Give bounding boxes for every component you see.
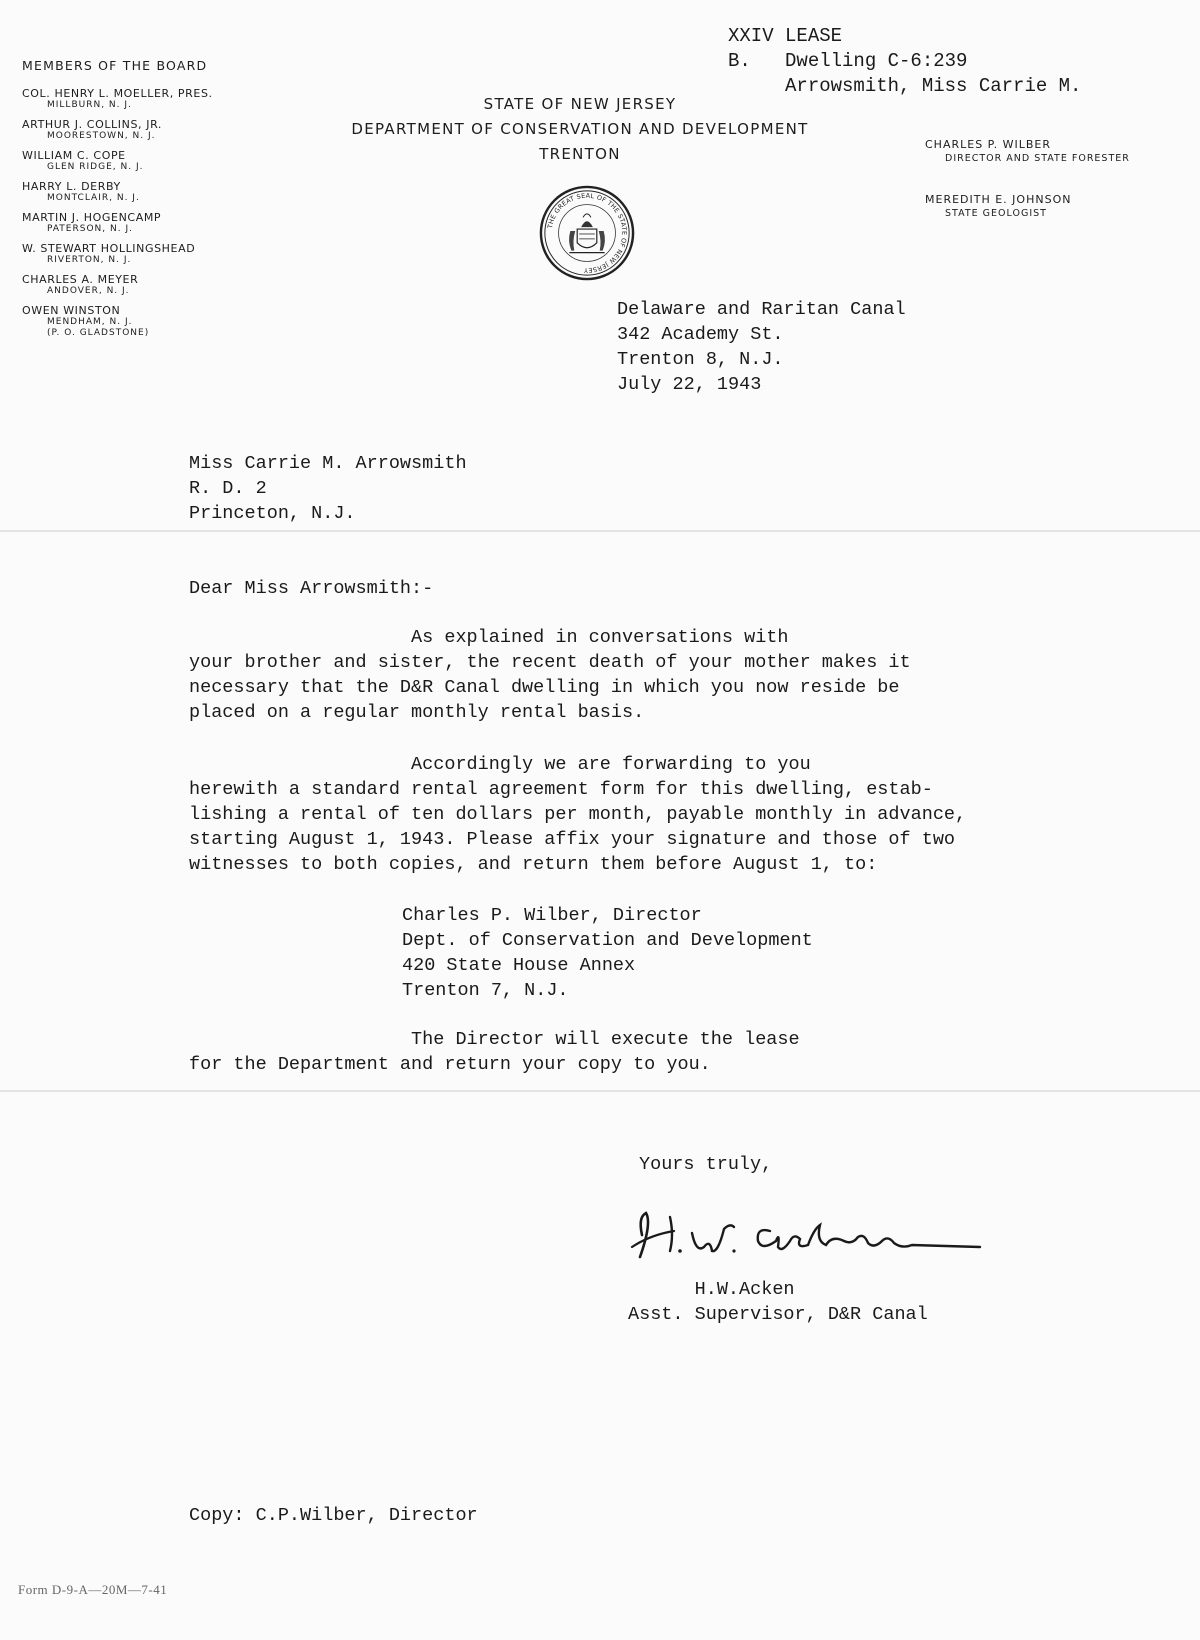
seal-text: THE GREAT SEAL OF THE STATE OF NEW JERSEY [546,191,629,275]
recipient-line: Miss Carrie M. Arrowsmith [189,453,467,474]
member-town: MILLBURN, N. J. [47,100,132,110]
signer-title: Asst. Supervisor, D&R Canal [628,1304,928,1325]
officer-title: STATE GEOLOGIST [945,208,1047,219]
officer-name: MEREDITH E. JOHNSON [925,193,1072,206]
file-note-line: XXIV LEASE [728,25,843,47]
member-name: W. STEWART HOLLINGSHEAD [22,242,196,255]
officer [925,193,1195,220]
member-name: ARTHUR J. COLLINS, JR. [22,118,163,131]
board-member [22,211,272,235]
sender-line: Trenton 8, N.J. [617,349,784,370]
paragraph-line: starting August 1, 1943. Please affix your signature and those of two [189,829,956,850]
signer-name: H.W.Acken [628,1279,795,1300]
member-town: GLEN RIDGE, N. J. [47,162,144,172]
member-town: MONTCLAIR, N. J. [47,193,140,203]
signer-block [628,1277,928,1327]
member-name: CHARLES A. MEYER [22,273,139,286]
paragraph-line: As explained in conversations with [189,627,789,648]
board-member [22,87,272,111]
paragraph [189,625,911,725]
member-name: MARTIN J. HOGENCAMP [22,211,162,224]
paragraph-line: witnesses to both copies, and return them before August 1, to: [189,854,878,875]
member-town: MOORESTOWN, N. J. [47,131,156,141]
member-name: OWEN WINSTON [22,304,121,317]
officers [925,138,1195,248]
paragraph-line: for the Department and return your copy to you. [189,1054,711,1075]
closing: Yours truly, [639,1154,773,1175]
officer [925,138,1195,165]
board-member [22,118,272,142]
officer-name: CHARLES P. WILBER [925,138,1051,151]
member-town: RIVERTON, N. J. [47,255,132,265]
board-members [22,58,272,346]
sender-line: 342 Academy St. [617,324,784,345]
paper-fold [0,530,1200,532]
paragraph [189,1027,800,1077]
member-name: HARRY L. DERBY [22,180,121,193]
letter-date: July 22, 1943 [617,374,762,395]
signature [630,1205,1030,1275]
member-town: PATERSON, N. J. [47,224,133,234]
sender-line: Delaware and Raritan Canal [617,299,906,320]
paragraph-line: your brother and sister, the recent death of your mother makes it [189,652,911,673]
board-title: MEMBERS OF THE BOARD [22,58,208,73]
board-member [22,304,272,339]
paragraph-line: Accordingly we are forwarding to you [189,754,811,775]
department-name: DEPARTMENT OF CONSERVATION AND DEVELOPMENT [351,120,809,138]
letterhead [300,92,860,167]
board-member [22,242,272,266]
paragraph-line: lishing a rental of ten dollars per month, payable monthly in advance, [189,804,967,825]
address-line: 420 State House Annex [402,955,636,976]
address-line: Dept. of Conservation and Development [402,930,813,951]
director-address [402,903,813,1003]
recipient-line: R. D. 2 [189,478,267,499]
paragraph-line: The Director will execute the lease [189,1029,800,1050]
file-note-line: Arrowsmith, Miss Carrie M. [728,75,1082,97]
member-town: ANDOVER, N. J. [47,286,130,296]
sender-address [617,297,906,397]
recipient-line: Princeton, N.J. [189,503,356,524]
paragraph [189,752,966,877]
copy-notation: Copy: C.P.Wilber, Director [189,1505,478,1526]
officer-title: DIRECTOR AND STATE FORESTER [945,153,1130,164]
board-member [22,180,272,204]
city-name: TRENTON [539,145,621,163]
file-note-line: B. Dwelling C-6:239 [728,50,968,72]
salutation: Dear Miss Arrowsmith:- [189,578,434,599]
paragraph-line: necessary that the D&R Canal dwelling in which you now reside be [189,677,900,698]
member-note: (P. O. GLADSTONE) [47,328,150,338]
address-line: Charles P. Wilber, Director [402,905,702,926]
recipient-address [189,451,467,526]
paragraph-line: herewith a standard rental agreement form for this dwelling, estab- [189,779,933,800]
member-name: WILLIAM C. COPE [22,149,126,162]
address-line: Trenton 7, N.J. [402,980,569,1001]
form-number: Form D-9-A—20M—7-41 [18,1582,168,1597]
state-seal-icon [538,184,636,282]
state-name: STATE OF NEW JERSEY [483,95,677,113]
file-note [728,24,1081,99]
member-town: MENDHAM, N. J. [47,317,133,327]
board-member [22,273,272,297]
board-member [22,149,272,173]
paper-fold [0,1090,1200,1092]
paragraph-line: placed on a regular monthly rental basis. [189,702,645,723]
member-name: COL. HENRY L. MOELLER, PRES. [22,87,213,100]
